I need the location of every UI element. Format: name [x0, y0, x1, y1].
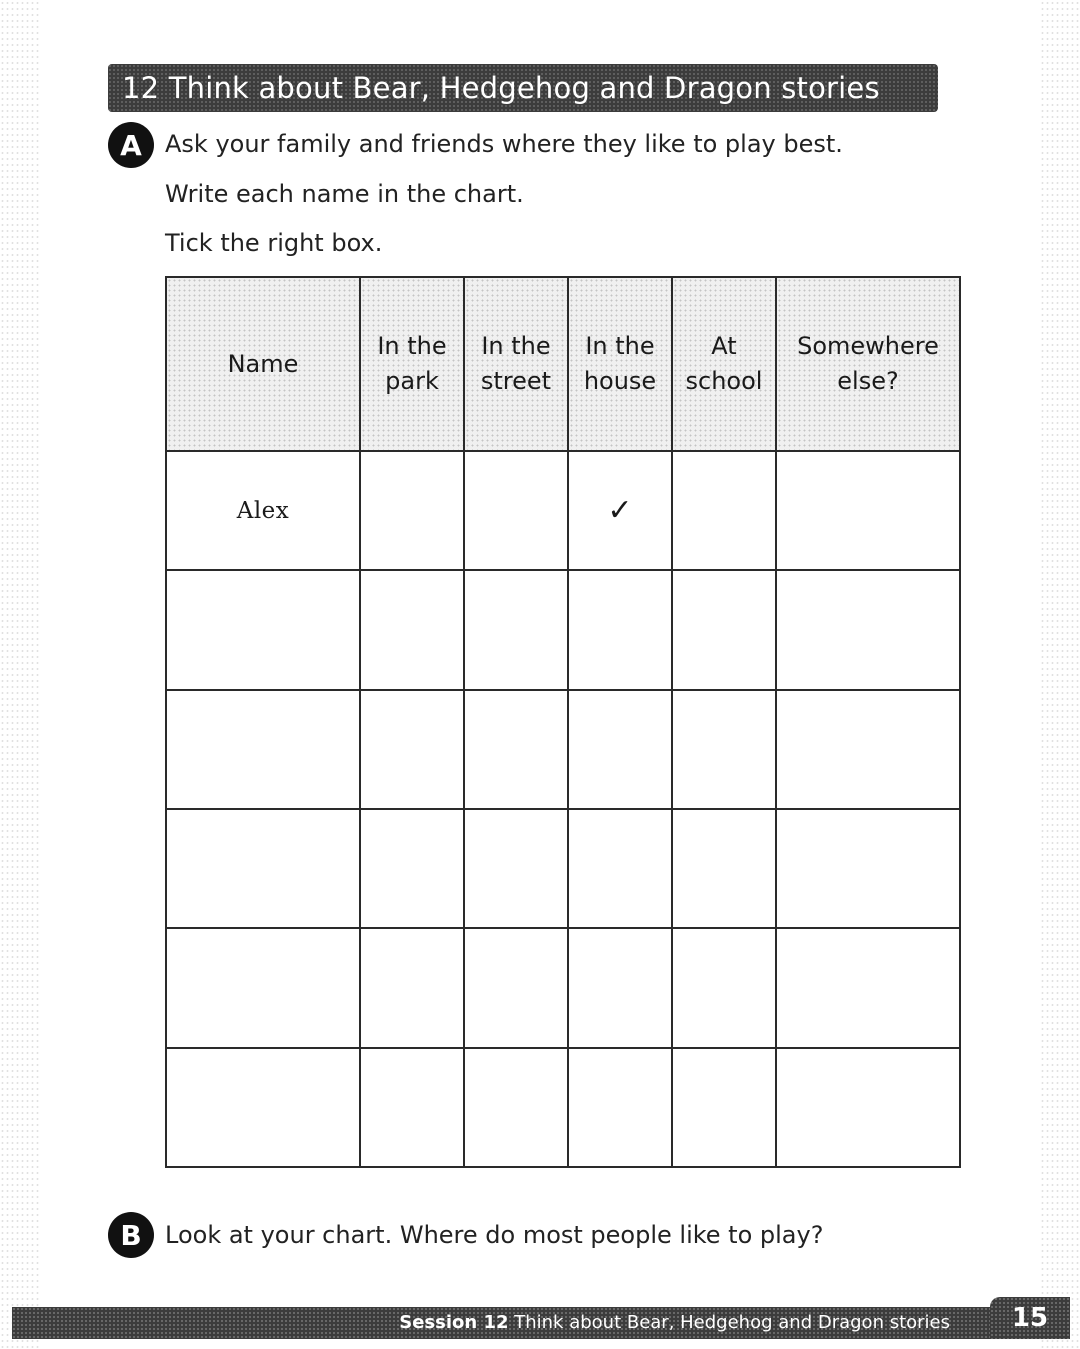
table-row — [166, 690, 960, 809]
header-school: At school — [672, 277, 776, 451]
tick-cell[interactable] — [360, 809, 464, 928]
tick-cell[interactable] — [776, 690, 960, 809]
header-house: In the house — [568, 277, 672, 451]
name-cell[interactable]: Alex — [166, 451, 360, 570]
tick-cell[interactable] — [672, 809, 776, 928]
tick-cell[interactable] — [776, 451, 960, 570]
table-row — [166, 809, 960, 928]
tick-cell[interactable] — [672, 451, 776, 570]
tick-cell[interactable] — [568, 570, 672, 689]
section-a-badge: A — [108, 122, 154, 168]
tick-cell[interactable] — [568, 1048, 672, 1167]
footer-session: Session 12 — [399, 1312, 509, 1333]
name-cell[interactable] — [166, 928, 360, 1047]
tick-cell[interactable] — [568, 809, 672, 928]
tick-cell[interactable] — [672, 570, 776, 689]
tick-cell[interactable] — [464, 809, 568, 928]
tick-cell[interactable] — [672, 690, 776, 809]
name-cell[interactable] — [166, 809, 360, 928]
tick-cell[interactable] — [360, 690, 464, 809]
instruction-tick: Tick the right box. — [165, 229, 383, 257]
header-street: In the street — [464, 277, 568, 451]
chart-header-row — [166, 277, 960, 451]
tick-cell[interactable] — [360, 451, 464, 570]
header-park: In the park — [360, 277, 464, 451]
section-b-badge: B — [108, 1212, 154, 1258]
tick-cell[interactable] — [464, 928, 568, 1047]
play-chart — [165, 276, 961, 1168]
tick-cell[interactable] — [776, 1048, 960, 1167]
footer-title: Think about Bear, Hedgehog and Dragon stories — [514, 1312, 950, 1333]
tick-cell[interactable] — [568, 928, 672, 1047]
table-row — [166, 570, 960, 689]
page-title: 12 Think about Bear, Hedgehog and Dragon stories — [122, 71, 880, 105]
tick-cell[interactable] — [672, 928, 776, 1047]
name-cell[interactable] — [166, 570, 360, 689]
tick-cell[interactable] — [776, 928, 960, 1047]
instruction-ask: Ask your family and friends where they like to play best. — [165, 130, 843, 158]
footer-caption — [399, 1312, 950, 1333]
footer-bar — [12, 1303, 1070, 1339]
tick-cell[interactable] — [568, 690, 672, 809]
instruction-write: Write each name in the chart. — [165, 180, 524, 208]
tick-cell[interactable] — [672, 1048, 776, 1167]
page-number: 15 — [990, 1297, 1070, 1339]
tick-cell[interactable] — [360, 570, 464, 689]
header-name: Name — [166, 277, 360, 451]
tick-cell[interactable] — [464, 570, 568, 689]
tick-cell[interactable] — [464, 690, 568, 809]
name-cell[interactable] — [166, 1048, 360, 1167]
table-row — [166, 928, 960, 1047]
table-row — [166, 451, 960, 570]
tick-cell[interactable]: ✓ — [568, 451, 672, 570]
question-b: Look at your chart. Where do most people like to play? — [165, 1221, 824, 1249]
name-cell[interactable] — [166, 690, 360, 809]
page-edge-right — [1040, 0, 1080, 1349]
header-somewhere-else: Somewhere else? — [776, 277, 960, 451]
page-edge-left — [0, 0, 40, 1349]
tick-cell[interactable] — [464, 1048, 568, 1167]
title-banner — [108, 64, 938, 112]
tick-cell[interactable] — [776, 809, 960, 928]
table-row — [166, 1048, 960, 1167]
tick-cell[interactable] — [464, 451, 568, 570]
tick-cell[interactable] — [776, 570, 960, 689]
tick-cell[interactable] — [360, 1048, 464, 1167]
tick-cell[interactable] — [360, 928, 464, 1047]
